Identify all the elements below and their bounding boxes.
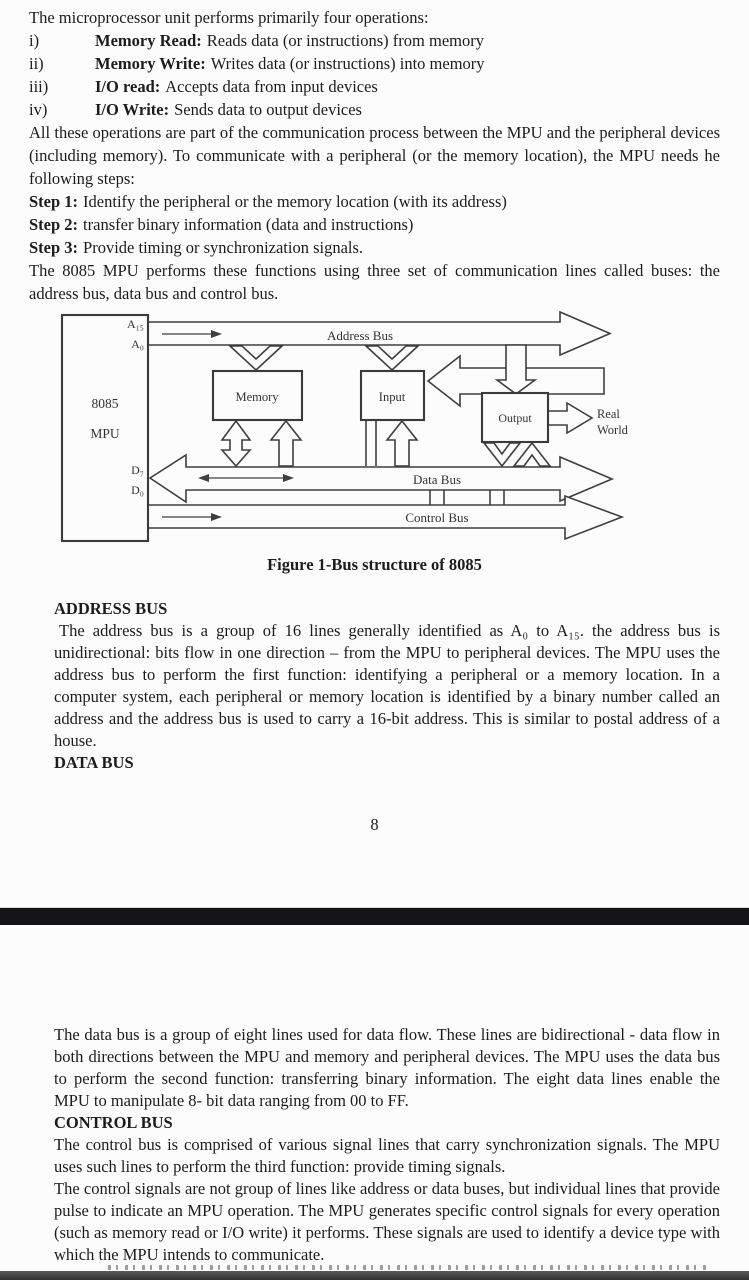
pin-d7-label: D₇	[131, 463, 144, 477]
step-2-line	[29, 213, 720, 236]
step-label: Step 2:	[29, 215, 79, 234]
op-desc: Accepts data from input devices	[165, 77, 378, 96]
mpu-name-label: MPU	[90, 426, 120, 441]
mpu-chip-label: 8085	[91, 396, 119, 411]
output-data-down-chevron	[484, 443, 520, 466]
memory-label: Memory	[235, 390, 279, 404]
address-bus-paragraph: The address bus is a group of 16 lines generally identified as A₀ to A₁₅. the address bus is unidirectional: bits flow in one direction – from the MPU to peripheral devices. The MPU uses the address bus to perform the first function: identifying a peripheral or a memory location. In a computer system, each peripheral or memory location is identified by a binary number called an address and the address bus is used to carry a 16-bit address. This is similar to postal address of a house.	[54, 621, 720, 750]
page2-text-block	[54, 1024, 720, 1266]
step-3-line	[29, 236, 720, 259]
step-text: Identify the peripheral or the memory location (with its address)	[83, 192, 507, 211]
operation-row-io-write	[29, 98, 720, 121]
figure-caption: Figure 1-Bus structure of 8085	[267, 555, 482, 574]
intro-line: The microprocessor unit performs primarily four operations:	[29, 8, 429, 27]
operation-row-memory-read	[29, 29, 720, 52]
control-bus-label: Control Bus	[405, 510, 469, 525]
section-heading-address-bus: ADDRESS BUS	[54, 599, 168, 618]
op-marker: iv)	[29, 100, 48, 119]
real-world-arrow	[548, 403, 592, 433]
op-desc: Reads data (or instructions) from memory	[206, 31, 484, 50]
data-bus-label: Data Bus	[412, 472, 462, 487]
step-label: Step 1:	[29, 192, 79, 211]
step-text: transfer binary information (data and instructions)	[83, 215, 414, 234]
op-desc: Writes data (or instructions) into memory	[210, 54, 485, 73]
memory-data-up-arrow	[271, 421, 301, 466]
op-marker: ii)	[29, 54, 44, 73]
cutoff-text-remnant	[108, 1265, 708, 1270]
address-bus-label: Address Bus	[326, 328, 394, 343]
op-marker: iii)	[29, 77, 49, 96]
op-term: I/O Write:	[95, 100, 170, 119]
pin-a15-label: A₁₅	[126, 317, 144, 331]
op-term: Memory Read:	[95, 31, 202, 50]
page-number: 8	[370, 815, 379, 834]
operation-row-memory-write	[29, 52, 720, 75]
bus-structure-figure	[0, 308, 749, 554]
step-text: Provide timing or synchronization signals.	[83, 238, 364, 257]
step-1-line	[29, 190, 720, 213]
bus-structure-diagram	[0, 308, 749, 554]
real-world-label-line1: Real	[597, 407, 620, 421]
op-desc: Sends data to output devices	[174, 100, 362, 119]
control-bus-paragraph-2: The control signals are not group of lines like address or data buses, but individual lines that provide pulse to indicate an MPU operation. The MPU generates specific control signals for every operation (such as memory read or I/O write) it performs. These signals are used to identify a device type with which the MPU intends to communicate.	[54, 1179, 720, 1264]
memory-data-bidirectional-arrow	[222, 421, 250, 466]
output-label: Output	[498, 411, 532, 425]
operation-row-io-read	[29, 75, 720, 98]
op-term: Memory Write:	[95, 54, 206, 73]
output-data-up-chevron	[514, 443, 550, 466]
step-label: Step 3:	[29, 238, 79, 257]
real-world-label-line2: World	[597, 423, 628, 437]
buses-paragraph: The 8085 MPU performs these functions using three set of communication lines called buses: the address bus, data bus and control bus.	[29, 261, 720, 303]
page-break-bar	[0, 907, 749, 925]
op-marker: i)	[29, 31, 40, 50]
address-branch-memory-arrow	[230, 346, 282, 370]
pin-d0-label: D₀	[131, 483, 144, 497]
pin-a0-label: A₀	[131, 337, 144, 351]
input-data-up-arrow	[387, 421, 417, 466]
page1-top-text-block	[29, 6, 720, 305]
address-branch-input-arrow	[366, 346, 418, 370]
section-heading-control-bus: CONTROL BUS	[54, 1113, 173, 1132]
op-term: I/O read:	[95, 77, 161, 96]
section-heading-data-bus: DATA BUS	[54, 753, 134, 772]
bottom-cutoff-bar	[0, 1271, 749, 1280]
communication-paragraph: All these operations are part of the communication process between the MPU and the peripheral devices (including memory). To communicate with a peripheral (or the memory location), the MPU needs he following steps:	[29, 123, 720, 188]
data-bus-paragraph: The data bus is a group of eight lines used for data flow. These lines are bidirectional - data flow in both directions between the MPU and memory and peripheral devices. The MPU uses the data bus to perform the second function: transferring binary information. The eight data lines enable the MPU to manipulate 8- bit data ranging from 00 to FF.	[54, 1025, 720, 1110]
input-label: Input	[378, 390, 406, 404]
address-bus-section	[54, 598, 720, 774]
control-bus-paragraph-1: The control bus is comprised of various signal lines that carry synchronization signals. The MPU uses such lines to perform the third function: provide timing signals.	[54, 1135, 720, 1176]
